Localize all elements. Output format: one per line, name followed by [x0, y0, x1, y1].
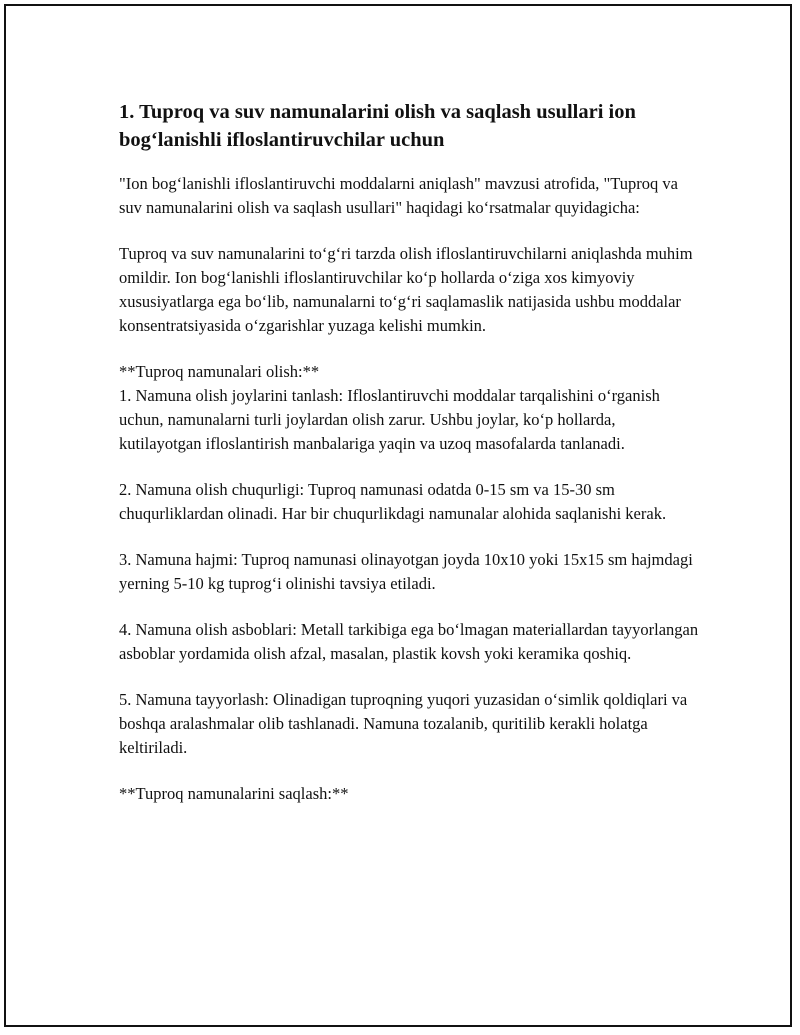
storage-heading: **Tuproq namunalarini saqlash:** — [119, 784, 349, 803]
overview-paragraph: Tuproq va suv namunalarini to‘g‘ri tarzda olish ifloslantiruvchilarni aniqlashda muhim omildir. Ion bog‘lanishli ifloslantiruvchilar ko‘p hollarda o‘ziga xos kimyoviy xususiyatlarga ega bo‘lib, namunalarni to‘g‘ri saqlamaslik natijasida ushbu moddalar konsentratsiyasida o‘zgarishlar yuzaga kelishi mumkin. — [119, 244, 693, 335]
list-item: 5. Namuna tayyorlash: Olinadigan tuproqning yuqori yuzasidan o‘simlik qoldiqlari va boshqa aralashmalar olib tashlanadi. Namuna tozalanib, quritilib kerakli holatga keltiriladi. — [119, 690, 688, 757]
list-item: 2. Namuna olish chuqurligi: Tuproq namunasi odatda 0-15 sm va 15-30 sm chuqurliklardan olinadi. Har bir chuqurlikdagi namunalar alohida saqlanishi kerak. — [119, 480, 667, 523]
sampling-heading: **Tuproq namunalari olish:** — [119, 362, 320, 381]
page-title: 1. Tuproq va suv namunalarini olish va saqlash usullari ion bog‘lanishli ifloslantiruvchilar uchun — [119, 101, 636, 151]
list-item: 3. Namuna hajmi: Tuproq namunasi olinayotgan joyda 10x10 yoki 15x15 sm hajmdagi yerning 5-10 kg tuprog‘i olinishi tavsiya etiladi. — [119, 550, 693, 593]
list-item: 1. Namuna olish joylarini tanlash: Ifloslantiruvchi moddalar tarqalishini o‘rganish uchun, namunalarni turli joylardan olish zarur. Ushbu joylar, ko‘p hollarda, kutilayotgan ifloslantirish manbalariga yaqin va uzoq masofalarda tanlanadi. — [119, 386, 660, 453]
document-page — [4, 4, 792, 1027]
intro-paragraph: "Ion bog‘lanishli ifloslantiruvchi moddalarni aniqlash" mavzusi atrofida, "Tuproq va suv namunalarini olish va saqlash usullari" haqidagi ko‘rsatmalar quyidagicha: — [119, 174, 678, 217]
list-item: 4. Namuna olish asboblari: Metall tarkibiga ega bo‘lmagan materiallardan tayyorlangan asboblar yordamida olish afzal, masalan, plastik kovsh yoki keramika qoshiq. — [119, 620, 699, 663]
document-content — [119, 98, 699, 806]
